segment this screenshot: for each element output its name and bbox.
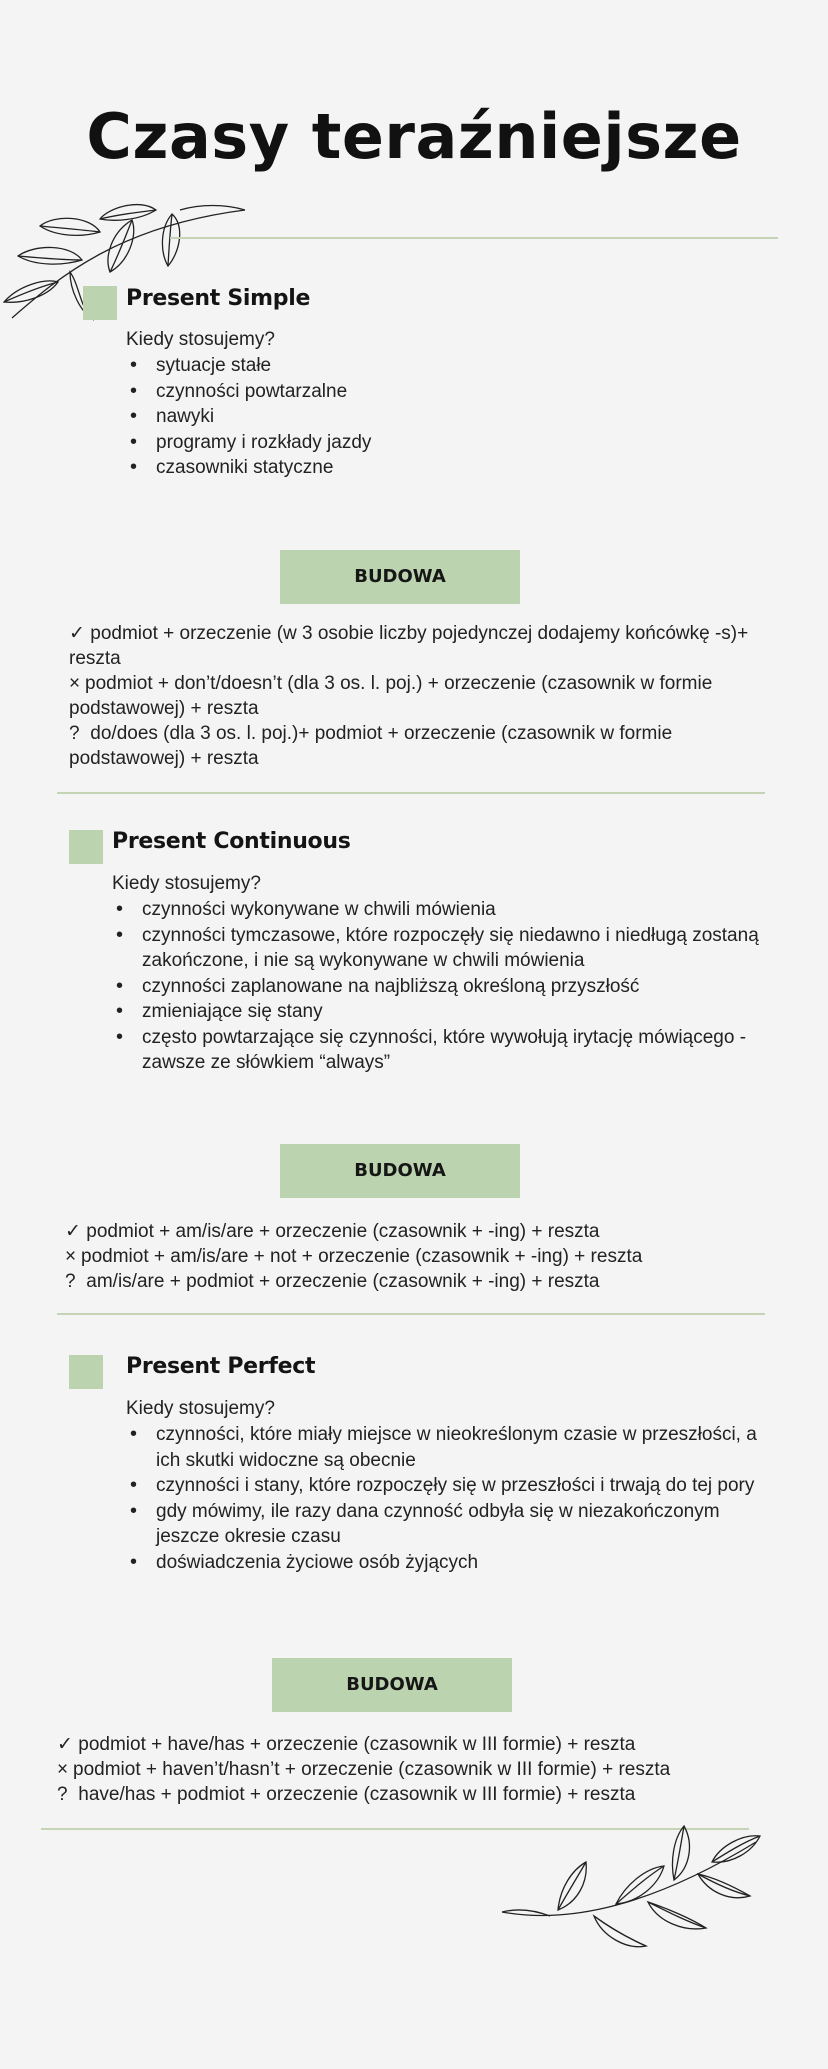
form-question: ? have/has + podmiot + orzeczenie (czasownik w III formie) + reszta: [57, 1784, 636, 1805]
form-question: ? am/is/are + podmiot + orzeczenie (czasownik + -ing) + reszta: [65, 1271, 600, 1292]
list-item: • czynności tymczasowe, które rozpoczęły się niedawno i niedługą zostaną zakończone, i nie są wykonywane w chwili mówienia: [112, 923, 772, 974]
list-item: • doświadczenia życiowe osób żyjących: [126, 1550, 766, 1576]
uses-list: [112, 897, 772, 1076]
list-item: • gdy mówimy, ile razy dana czynność odbyła się w niezakończonym jeszcze okresie czasu: [126, 1499, 766, 1550]
divider: [57, 1313, 765, 1315]
question-icon: ?: [65, 1271, 76, 1292]
leaf-branch-icon: [498, 1822, 768, 1954]
page-title: Czasy teraźniejsze: [86, 100, 742, 173]
when-label: Kiedy stosujemy?: [112, 873, 261, 894]
cross-icon: ×: [69, 673, 81, 694]
form-affirmative: ✓ podmiot + have/has + orzeczenie (czasownik w III formie) + reszta: [57, 1734, 636, 1755]
form-affirmative: ✓ podmiot + am/is/are + orzeczenie (czasownik + -ing) + reszta: [65, 1221, 600, 1242]
section-marker-square: [83, 286, 117, 320]
section-title-present-simple: Present Simple: [126, 286, 311, 311]
uses-list: [126, 1422, 766, 1575]
when-label: Kiedy stosujemy?: [126, 329, 275, 350]
section-title-present-perfect: Present Perfect: [126, 1354, 316, 1379]
form-negative: × podmiot + am/is/are + not + orzeczenie (czasownik + -ing) + reszta: [65, 1246, 643, 1267]
section-marker-square: [69, 830, 103, 864]
section-title-present-continuous: Present Continuous: [112, 829, 351, 854]
divider: [170, 237, 778, 239]
question-icon: ?: [69, 723, 80, 744]
forms-block: [69, 621, 749, 771]
check-icon: ✓: [65, 1221, 81, 1242]
uses-list: [126, 353, 766, 481]
check-icon: ✓: [57, 1734, 73, 1755]
list-item: • czynności i stany, które rozpoczęły się w przeszłości i trwają do tej pory: [126, 1473, 766, 1499]
divider: [57, 792, 765, 794]
list-item: • zmieniające się stany: [112, 999, 772, 1025]
list-item: • czynności zaplanowane na najbliższą określoną przyszłość: [112, 974, 772, 1000]
budowa-label: BUDOWA: [280, 550, 520, 604]
forms-block: [57, 1732, 777, 1807]
section-marker-square: [69, 1355, 103, 1389]
list-item: • programy i rozkłady jazdy: [126, 430, 766, 456]
check-icon: ✓: [69, 623, 85, 644]
list-item: • często powtarzające się czynności, które wywołują irytację mówiącego - zawsze ze słówkiem “always”: [112, 1025, 772, 1076]
list-item: • sytuacje stałe: [126, 353, 766, 379]
when-label: Kiedy stosujemy?: [126, 1398, 275, 1419]
cross-icon: ×: [57, 1759, 69, 1780]
list-item: • nawyki: [126, 404, 766, 430]
list-item: • czynności powtarzalne: [126, 379, 766, 405]
list-item: • czynności wykonywane w chwili mówienia: [112, 897, 772, 923]
cross-icon: ×: [65, 1246, 77, 1267]
form-negative: × podmiot + don’t/doesn’t (dla 3 os. l. poj.) + orzeczenie (czasownik w formie podstawowej) + reszta: [69, 673, 713, 719]
forms-block: [65, 1219, 765, 1294]
form-affirmative: ✓ podmiot + orzeczenie (w 3 osobie liczby pojedynczej dodajemy końcówkę -s)+ reszta: [69, 623, 749, 669]
budowa-label: BUDOWA: [280, 1144, 520, 1198]
form-negative: × podmiot + haven’t/hasn’t + orzeczenie (czasownik w III formie) + reszta: [57, 1759, 671, 1780]
question-icon: ?: [57, 1784, 68, 1805]
list-item: • czasowniki statyczne: [126, 455, 766, 481]
form-question: ? do/does (dla 3 os. l. poj.)+ podmiot + orzeczenie (czasownik w formie podstawowej) + reszta: [69, 723, 673, 769]
list-item: • czynności, które miały miejsce w nieokreślonym czasie w przeszłości, a ich skutki widoczne są obecnie: [126, 1422, 766, 1473]
budowa-label: BUDOWA: [272, 1658, 512, 1712]
